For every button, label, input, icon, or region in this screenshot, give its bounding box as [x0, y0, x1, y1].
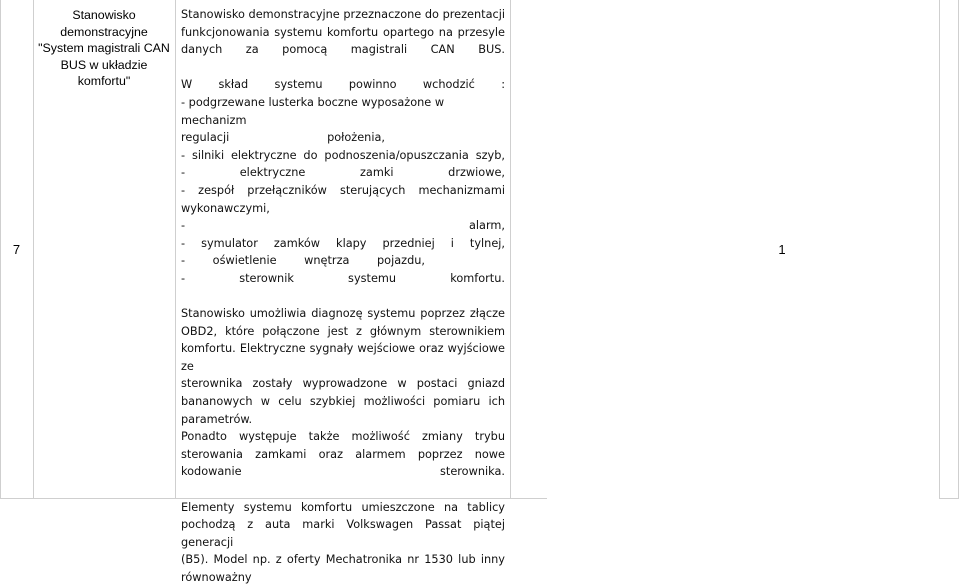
desc-line: (B5). Model np. z oferty Mechatronika nr 1530 lub inny	[181, 553, 505, 567]
desc-line: OBD2, które połączone jest z głównym sterownikiem	[181, 324, 505, 338]
desc-line: - zespół przełączników sterujących mechanizmami	[181, 183, 505, 197]
desc-line: bananowych w celu szybkiej możliwości pomiaru ich	[181, 395, 505, 409]
desc-line: Stanowisko demonstracyjne przeznaczone do prezentacji	[181, 8, 505, 21]
desc-line: parametrów.	[181, 412, 253, 426]
cell-edge	[939, 0, 959, 499]
desc-line: równoważny	[181, 571, 252, 584]
desc-line: kodowanie sterownika.	[181, 465, 505, 479]
desc-line: - oświetlenie wnętrza pojazdu,	[181, 254, 425, 268]
desc-line: danych za pomocą magistrali CAN BUS.	[181, 43, 505, 57]
desc-line: pochodzą z auta marki Volkswagen Passat piątej generacji	[181, 518, 505, 549]
desc-line: Ponadto występuje także możliwość zmiany trybu	[181, 430, 505, 444]
quantity: 1	[778, 242, 786, 257]
row-number: 7	[12, 242, 21, 257]
desc-line: - podgrzewane lusterka boczne wyposażone w mechanizm	[181, 95, 445, 127]
desc-line: funkcjonowania systemu komfortu opartego na przesyle	[181, 25, 505, 39]
desc-line: Stanowisko umożliwia diagnozę systemu poprzez złącze	[181, 307, 505, 321]
desc-line: sterownika zostały wyprowadzone w postaci gniazd	[181, 377, 505, 391]
desc-line: komfortu. Elektryczne sygnały wejściowe oraz wyjściowe ze	[181, 342, 505, 373]
desc-line: - elektryczne zamki drzwiowe,	[181, 166, 505, 180]
desc-line: - sterownik systemu komfortu.	[181, 271, 505, 285]
desc-line: sterowania zamkami oraz alarmem poprzez nowe	[181, 447, 505, 461]
desc-line: regulacji położenia,	[181, 131, 385, 145]
desc-line: W skład systemu powinno wchodzić :	[181, 78, 505, 92]
desc-line: - symulator zamków klapy przedniej i tylnej,	[181, 236, 505, 250]
desc-line: Elementy systemu komfortu umieszczone na tablicy	[181, 500, 505, 514]
cell-empty	[510, 0, 547, 499]
desc-line: - silniki elektryczne do podnoszenia/opuszczania szyb,	[181, 148, 505, 162]
desc-line: wykonawczymi,	[181, 201, 270, 215]
desc-line: - alarm,	[181, 219, 505, 233]
item-name: Stanowisko demonstracyjne "System magistrali CAN BUS w układzie komfortu"	[38, 8, 170, 88]
